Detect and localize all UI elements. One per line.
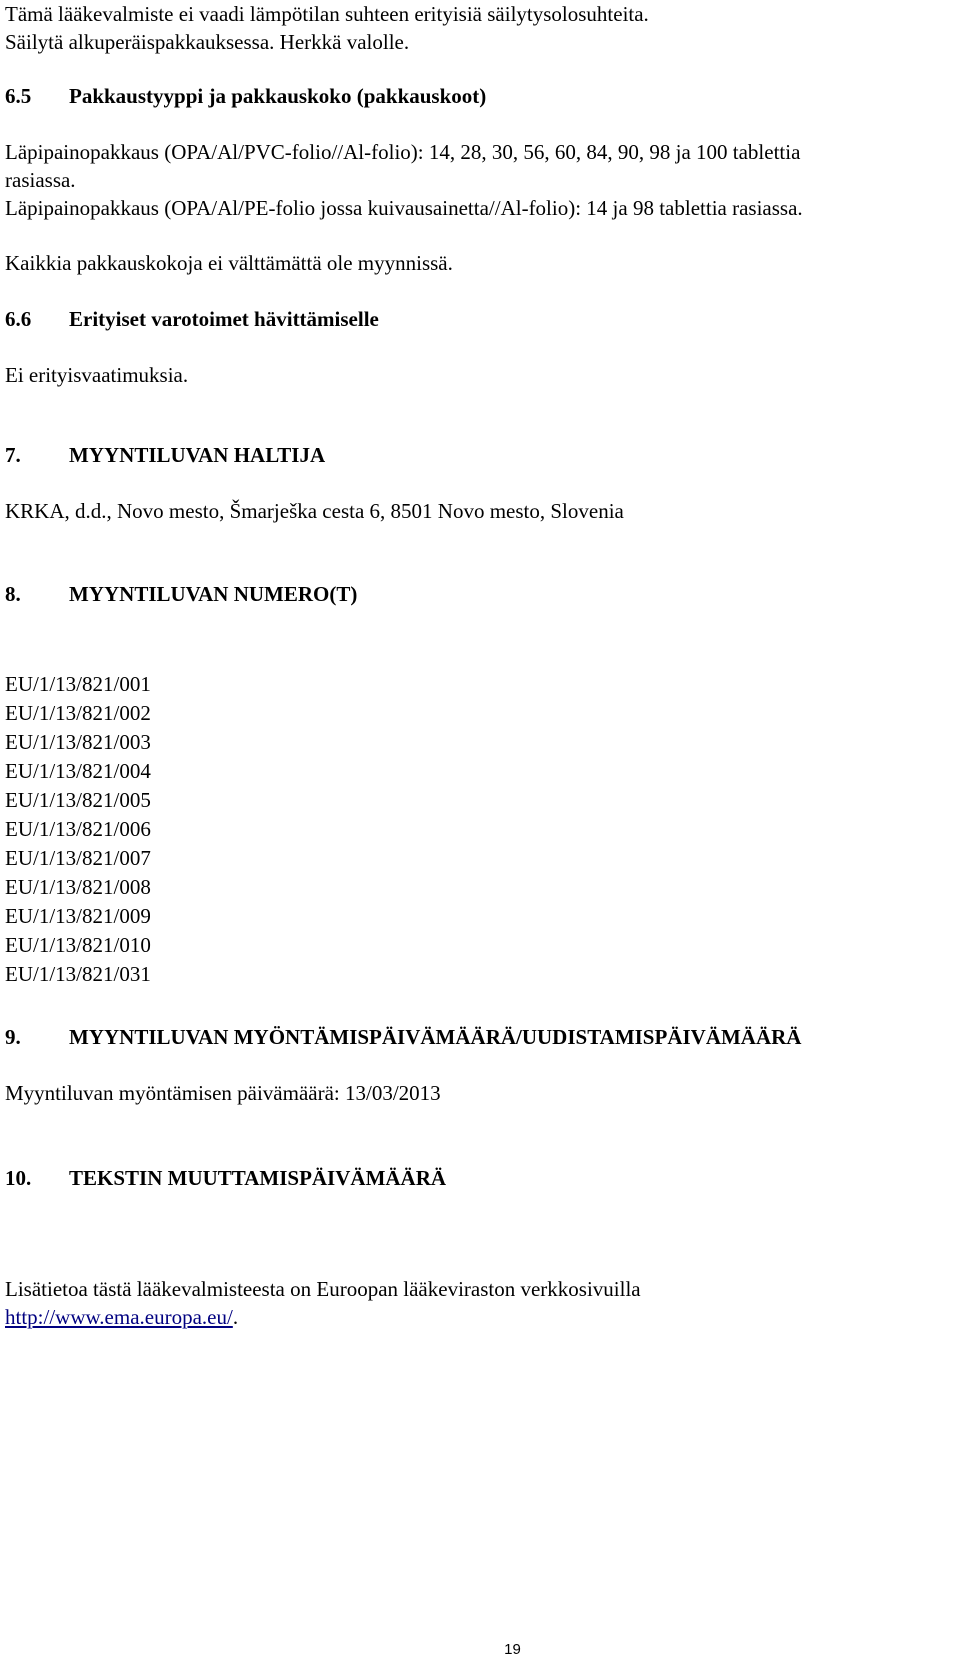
authorisation-number: EU/1/13/821/001 bbox=[5, 672, 151, 696]
packaging-para-1-line-1: Läpipainopakkaus (OPA/Al/PVC-folio//Al-folio): 14, 28, 30, 56, 60, 84, 90, 98 ja 100 tablettia bbox=[5, 140, 801, 164]
authorisation-number: EU/1/13/821/007 bbox=[5, 846, 151, 870]
section-8-heading bbox=[5, 580, 357, 608]
authorisation-number: EU/1/13/821/009 bbox=[5, 904, 151, 928]
authorisation-number: EU/1/13/821/004 bbox=[5, 759, 151, 783]
section-9-title: MYYNTILUVAN MYÖNTÄMISPÄIVÄMÄÄRÄ/UUDISTAMISPÄIVÄMÄÄRÄ bbox=[69, 1025, 802, 1049]
section-6-5-title: Pakkaustyyppi ja pakkauskoko (pakkauskoot) bbox=[69, 84, 487, 108]
section-6-5-heading bbox=[5, 82, 486, 110]
section-6-5-number: 6.5 bbox=[5, 84, 32, 108]
authorisation-number: EU/1/13/821/005 bbox=[5, 788, 151, 812]
authorisation-number: EU/1/13/821/008 bbox=[5, 875, 151, 899]
authorisation-number-list bbox=[5, 670, 151, 989]
authorisation-number: EU/1/13/821/006 bbox=[5, 817, 151, 841]
authorisation-number: EU/1/13/821/010 bbox=[5, 933, 151, 957]
marketing-authorisation-holder: KRKA, d.d., Novo mesto, Šmarješka cesta 6, 8501 Novo mesto, Slovenia bbox=[5, 499, 624, 523]
storage-line-2: Säilytä alkuperäispakkauksessa. Herkkä valolle. bbox=[5, 30, 410, 54]
section-10-heading bbox=[5, 1164, 446, 1192]
more-info-link-line bbox=[5, 1303, 238, 1331]
more-info-text: Lisätietoa tästä lääkevalmisteesta on Euroopan lääkeviraston verkkosivuilla bbox=[5, 1277, 641, 1301]
section-10-title: TEKSTIN MUUTTAMISPÄIVÄMÄÄRÄ bbox=[69, 1166, 447, 1190]
section-6-6-title: Erityiset varotoimet hävittämiselle bbox=[69, 307, 379, 331]
link-suffix: . bbox=[232, 1305, 239, 1329]
section-7-heading bbox=[5, 441, 325, 469]
section-9-number: 9. bbox=[5, 1025, 21, 1049]
packaging-para-2: Läpipainopakkaus (OPA/Al/PE-folio jossa kuivausainetta//Al-folio): 14 ja 98 tablettia rasiassa. bbox=[5, 196, 803, 220]
page-number-value: 19 bbox=[504, 1641, 521, 1658]
section-9-heading bbox=[5, 1023, 801, 1051]
section-8-title: MYYNTILUVAN NUMERO(T) bbox=[69, 582, 358, 606]
section-6-6-heading bbox=[5, 305, 379, 333]
packaging-para-3: Kaikkia pakkauskokoja ei välttämättä ole myynnissä. bbox=[5, 251, 453, 275]
section-7-title: MYYNTILUVAN HALTIJA bbox=[69, 443, 326, 467]
authorisation-number: EU/1/13/821/031 bbox=[5, 962, 151, 986]
authorisation-date: Myyntiluvan myöntämisen päivämäärä: 13/03/2013 bbox=[5, 1081, 441, 1105]
authorisation-number: EU/1/13/821/002 bbox=[5, 701, 151, 725]
page-number bbox=[0, 1642, 960, 1658]
disposal-text: Ei erityisvaatimuksia. bbox=[5, 363, 189, 387]
section-10-number: 10. bbox=[5, 1166, 32, 1190]
packaging-para-1-line-2: rasiassa. bbox=[5, 168, 76, 192]
section-8-number: 8. bbox=[5, 582, 21, 606]
section-7-number: 7. bbox=[5, 443, 21, 467]
ema-website-link[interactable]: http://www.ema.europa.eu/ bbox=[5, 1305, 233, 1329]
section-6-6-number: 6.6 bbox=[5, 307, 32, 331]
authorisation-number: EU/1/13/821/003 bbox=[5, 730, 151, 754]
storage-line-1: Tämä lääkevalmiste ei vaadi lämpötilan suhteen erityisiä säilytysolosuhteita. bbox=[5, 2, 649, 26]
